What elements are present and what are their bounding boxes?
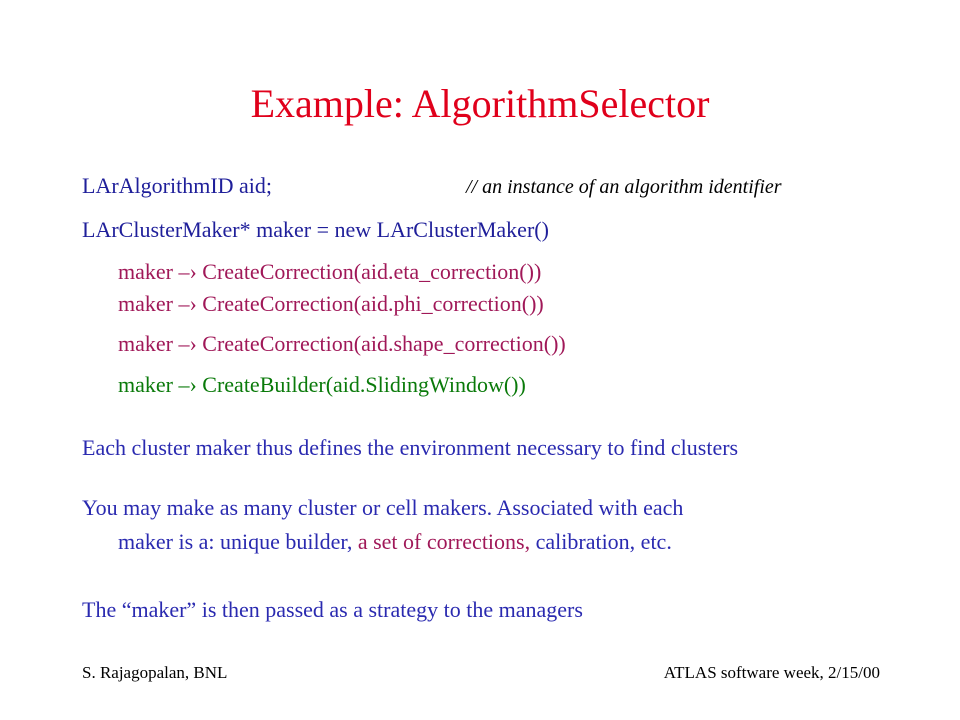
paragraph-makers-line1: You may make as many cluster or cell makers. Associated with each bbox=[82, 495, 684, 520]
paragraph-environment: Each cluster maker thus defines the environment necessary to find clusters bbox=[82, 435, 739, 460]
makers-text-start: maker is a: unique builder, bbox=[118, 529, 353, 554]
correction-line-shape: maker –› CreateCorrection(aid.shape_correction()) bbox=[118, 331, 566, 356]
makers-text-corrections: a set of corrections, bbox=[352, 529, 531, 554]
correction-line-eta: maker –› CreateCorrection(aid.eta_correction()) bbox=[118, 259, 542, 284]
paragraph-strategy: The “maker” is then passed as a strategy to the managers bbox=[82, 597, 583, 622]
declaration-line: LArAlgorithmID aid; bbox=[82, 173, 273, 198]
paragraph-makers-line2 bbox=[118, 528, 672, 556]
declaration-comment: // an instance of an algorithm identifier bbox=[466, 176, 782, 198]
slide-title: Example: AlgorithmSelector bbox=[250, 81, 710, 126]
maker-new-line: LArClusterMaker* maker = new LArClusterMaker() bbox=[82, 217, 549, 242]
builder-line: maker –› CreateBuilder(aid.SlidingWindow()) bbox=[118, 372, 526, 397]
footer-event: ATLAS software week, 2/15/00 bbox=[663, 663, 880, 682]
correction-line-phi: maker –› CreateCorrection(aid.phi_correction()) bbox=[118, 291, 544, 316]
makers-text-end: calibration, etc. bbox=[530, 529, 672, 554]
footer-author: S. Rajagopalan, BNL bbox=[82, 663, 228, 682]
